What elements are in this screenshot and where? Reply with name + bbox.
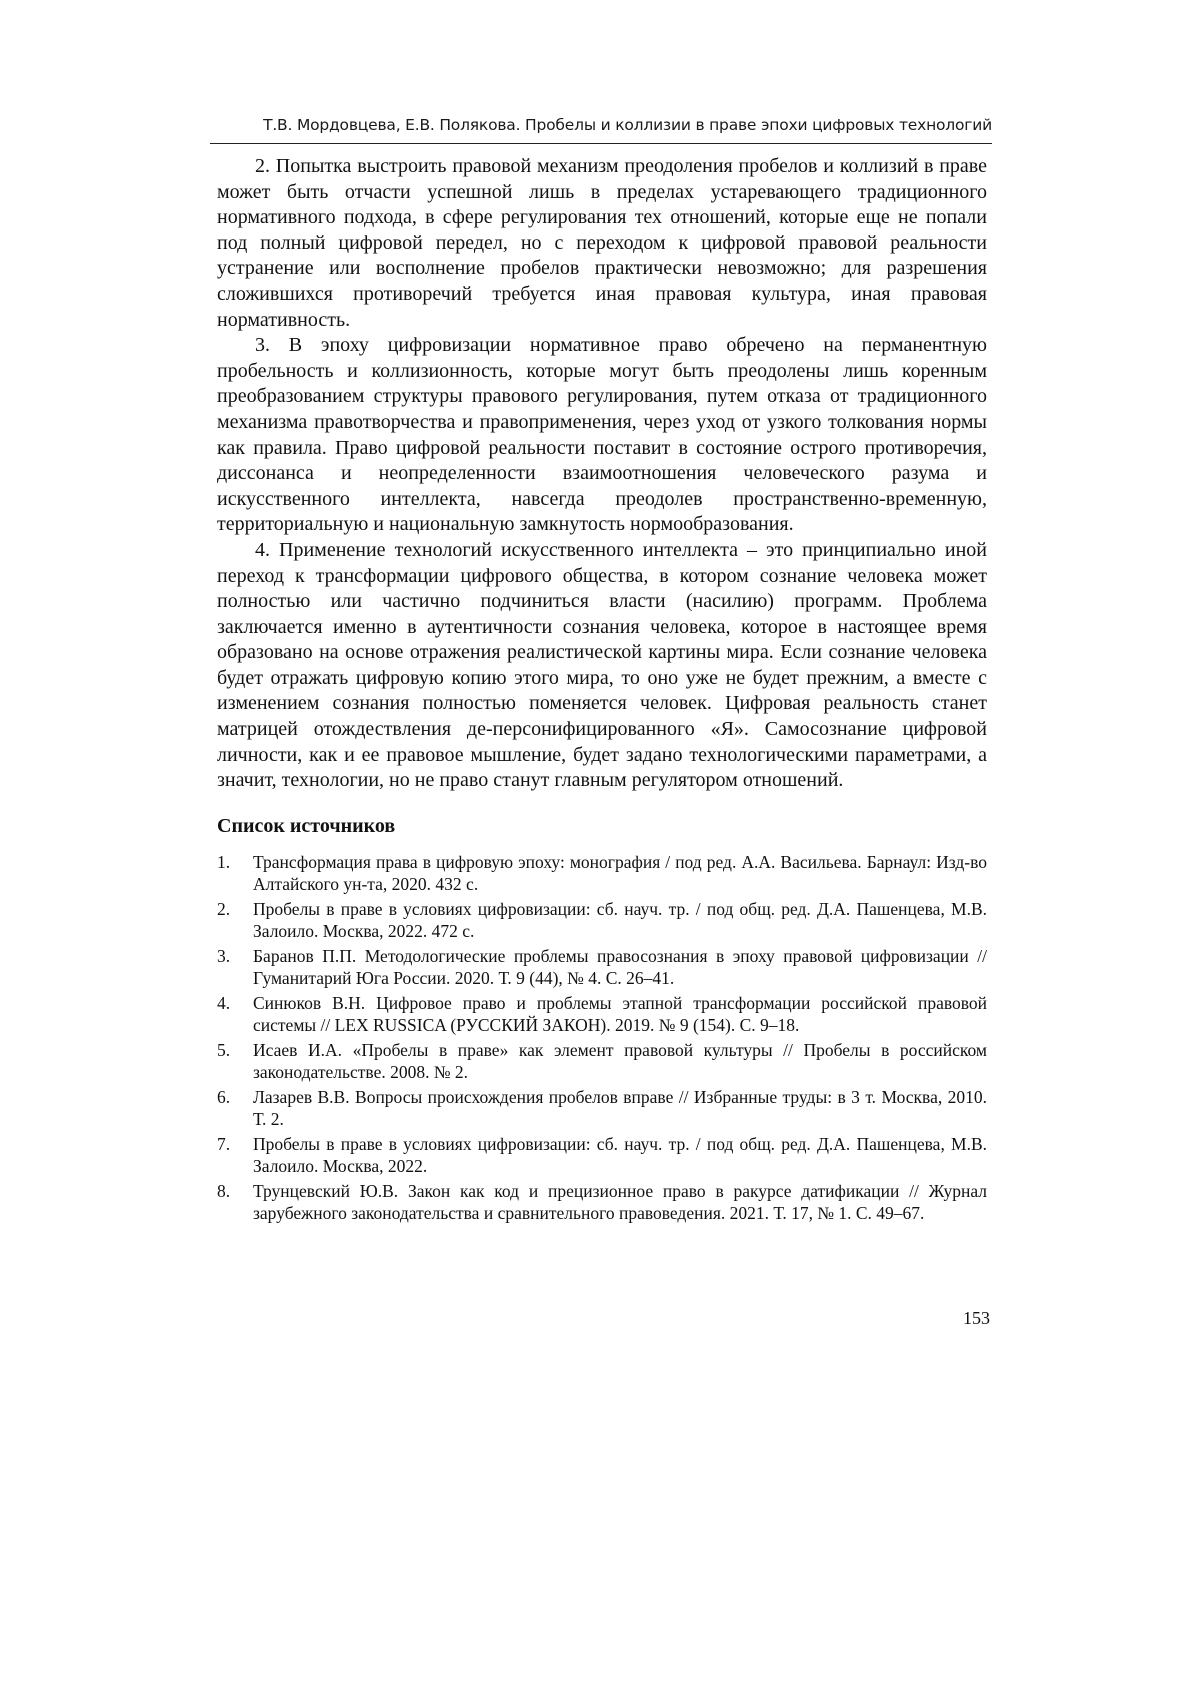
reference-text: Пробелы в праве в условиях цифровизации: сб. науч. тр. / под общ. ред. Д.А. Пашенцева, М.В. Залоило. Москва, 2022. [253,1134,987,1177]
reference-item [217,992,987,1037]
reference-number: 3. [217,945,230,968]
running-header: Т.В. Мордовцева, Е.В. Полякова. Пробелы и коллизии в праве эпохи цифровых технологий [210,116,992,134]
reference-item [217,1133,987,1178]
reference-text: Баранов П.П. Методологические проблемы правосознания в эпоху правовой цифровизации // Гуманитарий Юга России. 2020. Т. 9 (44), № 4. С. 26–41. [253,946,987,989]
page-content [217,154,987,1227]
reference-text: Исаев И.А. «Пробелы в праве» как элемент правовой культуры // Пробелы в российском законодательстве. 2008. № 2. [253,1040,987,1083]
reference-text: Трансформация права в цифровую эпоху: монография / под ред. А.А. Васильева. Барнаул: Изд-во Алтайского ун-та, 2020. 432 с. [253,852,987,895]
reference-text: Трунцевский Ю.В. Закон как код и прецизионное право в ракурсе датификации // Журнал зарубежного законодательства и сравнительного правоведения. 2021. Т. 17, № 1. С. 49–67. [253,1181,987,1224]
reference-item [217,1086,987,1131]
reference-text: Лазарев В.В. Вопросы происхождения пробелов вправе // Избранные труды: в 3 т. Москва, 2010. Т. 2. [253,1087,987,1130]
reference-number: 5. [217,1039,230,1062]
body-paragraph-2: 2. Попытка выстроить правовой механизм преодоления пробелов и коллизий в праве может быть отчасти успешной лишь в пределах устаревающего традиционного нормативного подхода, в сфере регулирования тех отношений, которые еще не попали под полный цифровой передел, но с переходом к цифровой правовой реальности устранение или восполнение пробелов практически невозможно; для разрешения сложившихся противоречий требуется иная правовая культура, иная правовая нормативность. [217,154,987,333]
reference-item [217,945,987,990]
body-paragraph-3: 3. В эпоху цифровизации нормативное право обречено на перманентную пробельность и коллизионность, которые могут быть преодолены лишь коренным преобразованием структуры правового регулирования, путем отказа от традиционного механизма правотворчества и правоприменения, через уход от узкого толкования нормы как правила. Право цифровой реальности поставит в состояние острого противоречия, диссонанса и неопределенности взаимоотношения человеческого разума и искусственного интеллекта, навсегда преодолев пространственно-временную, территориальную и национальную замкнутость нормообразования. [217,333,987,538]
header-rule [210,143,992,144]
body-paragraph-4: 4. Применение технологий искусственного интеллекта – это принципиально иной переход к трансформации цифрового общества, в котором сознание человека может полностью или частично подчиниться власти (насилию) программ. Проблема заключается именно в аутентичности сознания человека, которое в настоящее время образовано на основе отражения реалистической картины мира. Если сознание человека будет отражать цифровую копию этого мира, то оно уже не будет прежним, а вместе с изменением сознания полностью поменяется человек. Цифровая реальность станет матрицей отождествления де-персонифицированного «Я». Самосознание цифровой личности, как и ее правовое мышление, будет задано технологическими параметрами, а значит, технологии, но не право станут главным регулятором отношений. [217,538,987,794]
references-list [217,851,987,1225]
reference-item [217,898,987,943]
reference-item [217,851,987,896]
reference-number: 6. [217,1086,230,1109]
reference-text: Пробелы в праве в условиях цифровизации: сб. науч. тр. / под общ. ред. Д.А. Пашенцева, М.В. Залоило. Москва, 2022. 472 с. [253,899,987,942]
reference-number: 4. [217,992,230,1015]
reference-item [217,1180,987,1225]
reference-number: 2. [217,898,230,921]
page-number: 153 [880,1308,990,1329]
reference-number: 7. [217,1133,230,1156]
reference-text: Синюков В.Н. Цифровое право и проблемы этапной трансформации российской правовой системы // LEX RUSSICA (РУССКИЙ ЗАКОН). 2019. № 9 (154). С. 9–18. [253,993,987,1036]
references-title: Список источников [217,814,987,839]
reference-number: 8. [217,1180,230,1203]
reference-item [217,1039,987,1084]
reference-number: 1. [217,851,230,874]
